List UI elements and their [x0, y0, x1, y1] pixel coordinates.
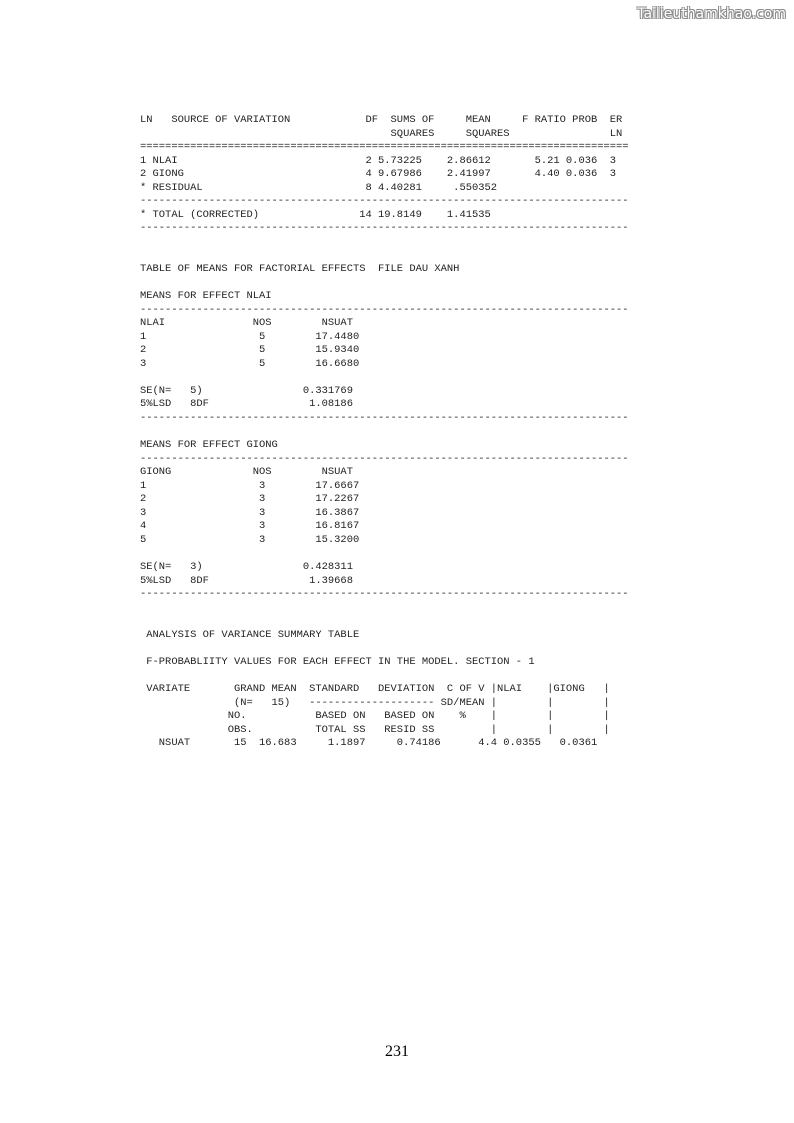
listing-line: 2 GIONG 4 9.67986 2.41997 4.40 0.036 3 — [140, 168, 617, 181]
listing-line: MEANS FOR EFFECT NLAI — [140, 290, 272, 303]
listing-line — [140, 642, 629, 656]
listing-line: VARIATE GRAND MEAN STANDARD DEVIATION C OF V |NLAI |GIONG | — [140, 682, 610, 695]
listing-line: F-PROBABLIITY VALUES FOR EACH EFFECT IN THE MODEL. SECTION - 1 — [140, 655, 535, 668]
listing-line: 1 NLAI 2 5.73225 2.86612 5.21 0.036 3 — [140, 154, 617, 167]
listing-line — [140, 249, 629, 263]
listing-line: ------------------------------------------------------------------------------ — [140, 412, 629, 425]
listing-line: GIONG NOS NSUAT — [140, 466, 353, 479]
listing-line — [140, 277, 629, 291]
listing-line: ------------------------------------------------------------------------------ — [140, 588, 629, 601]
listing-line: SE(N= 3) 0.428311 — [140, 561, 353, 574]
listing-line: ------------------------------------------------------------------------------ — [140, 195, 629, 208]
listing-line: 3 5 16.6680 — [140, 357, 360, 370]
listing-line: LN SOURCE OF VARIATION DF SUMS OF MEAN F RATIO PROB ER — [140, 114, 623, 126]
listing-line: 2 5 15.9340 — [140, 344, 360, 357]
listing-line: ------------------------------------------------------------------------------ — [140, 452, 629, 465]
listing-line: 5%LSD 8DF 1.39668 — [140, 574, 353, 587]
listing-line — [140, 236, 629, 250]
listing-line: NLAI NOS NSUAT — [140, 317, 353, 330]
listing-line: 1 5 17.4480 — [140, 330, 360, 343]
listing-line: ANALYSIS OF VARIANCE SUMMARY TABLE — [140, 628, 360, 641]
listing-line: (N= 15) -------------------- SD/MEAN | | | — [140, 696, 610, 709]
listing-line: NSUAT 15 16.683 1.1897 0.74186 4.4 0.0355 0.0361 — [140, 737, 598, 750]
listing-line: SQUARES SQUARES LN — [140, 127, 623, 140]
listing-line — [140, 669, 629, 683]
watermark-text: Tailieuthamkhao.com — [637, 6, 786, 22]
listing-line — [140, 615, 629, 629]
listing-line: OBS. TOTAL SS RESID SS | | | — [140, 723, 610, 736]
listing-line: NO. BASED ON BASED ON % | | | — [140, 710, 610, 723]
listing-line — [140, 426, 629, 440]
listing-line: * TOTAL (CORRECTED) 14 19.8149 1.41535 — [140, 208, 491, 221]
listing-line: TABLE OF MEANS FOR FACTORIAL EFFECTS FILE DAU XANH — [140, 263, 460, 276]
listing-line: 4 3 16.8167 — [140, 520, 360, 533]
listing-line: 5 3 15.3200 — [140, 533, 360, 546]
listing-line: SE(N= 5) 0.331769 — [140, 384, 353, 397]
listing-line — [140, 548, 629, 562]
listing-line: 5%LSD 8DF 1.08186 — [140, 398, 353, 411]
listing-line: ------------------------------------------------------------------------------ — [140, 222, 629, 235]
listing-line: 2 3 17.2267 — [140, 493, 360, 506]
listing-line: MEANS FOR EFFECT GIONG — [140, 439, 278, 452]
anova-output-listing — [140, 114, 629, 751]
listing-line — [140, 371, 629, 385]
listing-line: ============================================================================== — [140, 141, 629, 154]
page-number: 231 — [385, 1043, 409, 1060]
listing-line: * RESIDUAL 8 4.40281 .550352 — [140, 181, 498, 194]
listing-line: ------------------------------------------------------------------------------ — [140, 303, 629, 316]
listing-line — [140, 602, 629, 616]
listing-line: 1 3 17.6667 — [140, 479, 360, 492]
listing-line: 3 3 16.3867 — [140, 506, 360, 519]
